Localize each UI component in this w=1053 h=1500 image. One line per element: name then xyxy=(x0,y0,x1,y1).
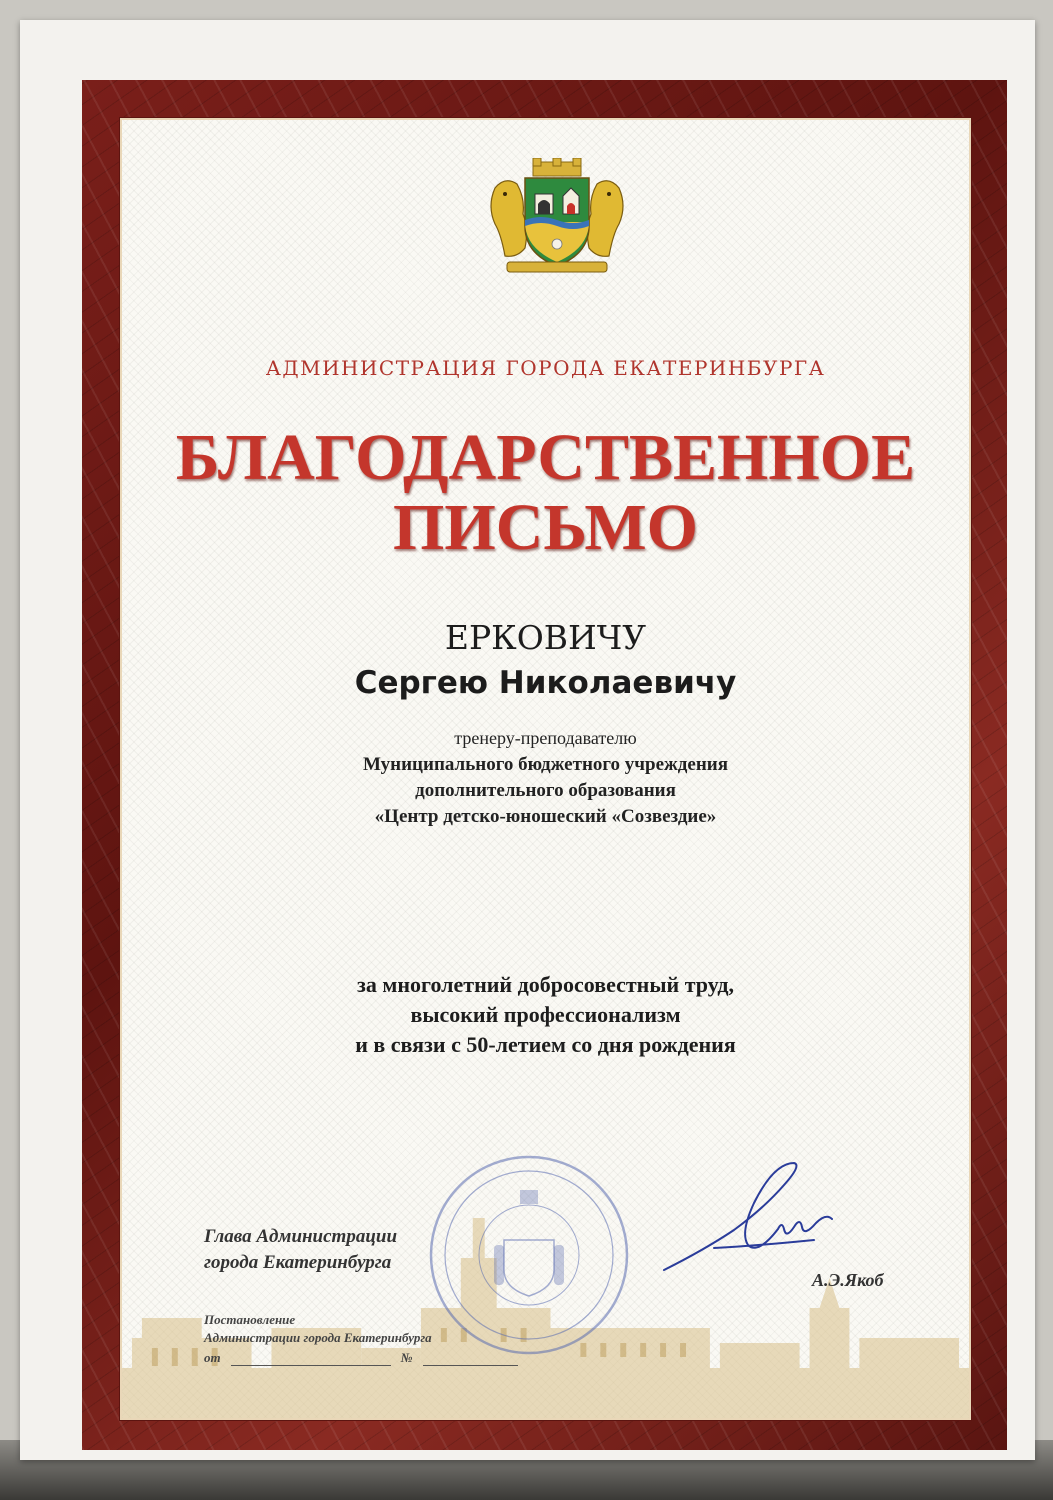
decree-number-label: № xyxy=(400,1350,413,1365)
decree-label: Постановление xyxy=(204,1312,296,1327)
reason-line: за многолетний добросовестный труд, xyxy=(357,972,734,997)
marble-frame xyxy=(82,80,1007,1450)
recipient-name: Сергею Николаевичу xyxy=(354,665,737,701)
reason-line: высокий профессионализм xyxy=(410,1002,681,1027)
decree-date-blank xyxy=(231,1351,391,1366)
recipient-position-line: «Центр детско-юношеский «Созвездие» xyxy=(374,806,717,827)
decree-date-number xyxy=(204,1350,518,1366)
signer-title-line-2: города Екатеринбурга xyxy=(204,1252,392,1273)
official-stamp-icon xyxy=(424,1150,634,1360)
reason-line: и в связи с 50-летием со дня рождения xyxy=(355,1032,736,1057)
signer-name: А.Э.Якоб xyxy=(812,1270,884,1290)
document-title-line-2: ПИСЬМО xyxy=(393,491,698,564)
recipient-position-line: дополнительного образования xyxy=(415,780,676,801)
issuer-header: АДМИНИСТРАЦИЯ ГОРОДА ЕКАТЕРИНБУРГА xyxy=(265,356,826,380)
city-coat-of-arms-icon xyxy=(487,158,627,276)
signer-title-line-1: Глава Администрации xyxy=(204,1226,398,1247)
decree-number-blank xyxy=(423,1351,518,1366)
certificate-sheet xyxy=(20,20,1035,1460)
handwritten-signature-icon xyxy=(654,1160,854,1280)
recipient-position-line: тренеру-преподавателю xyxy=(454,728,637,748)
recipient-position-line: Муниципального бюджетного учреждения xyxy=(362,754,729,775)
document-title-line-1: БЛАГОДАРСТВЕННОЕ xyxy=(175,421,916,494)
certificate-body xyxy=(120,118,971,1420)
decree-from-label: от xyxy=(204,1350,221,1365)
recipient-surname: ЕРКОВИЧУ xyxy=(444,618,647,657)
decree-issuer: Администрации города Екатеринбурга xyxy=(204,1330,432,1345)
